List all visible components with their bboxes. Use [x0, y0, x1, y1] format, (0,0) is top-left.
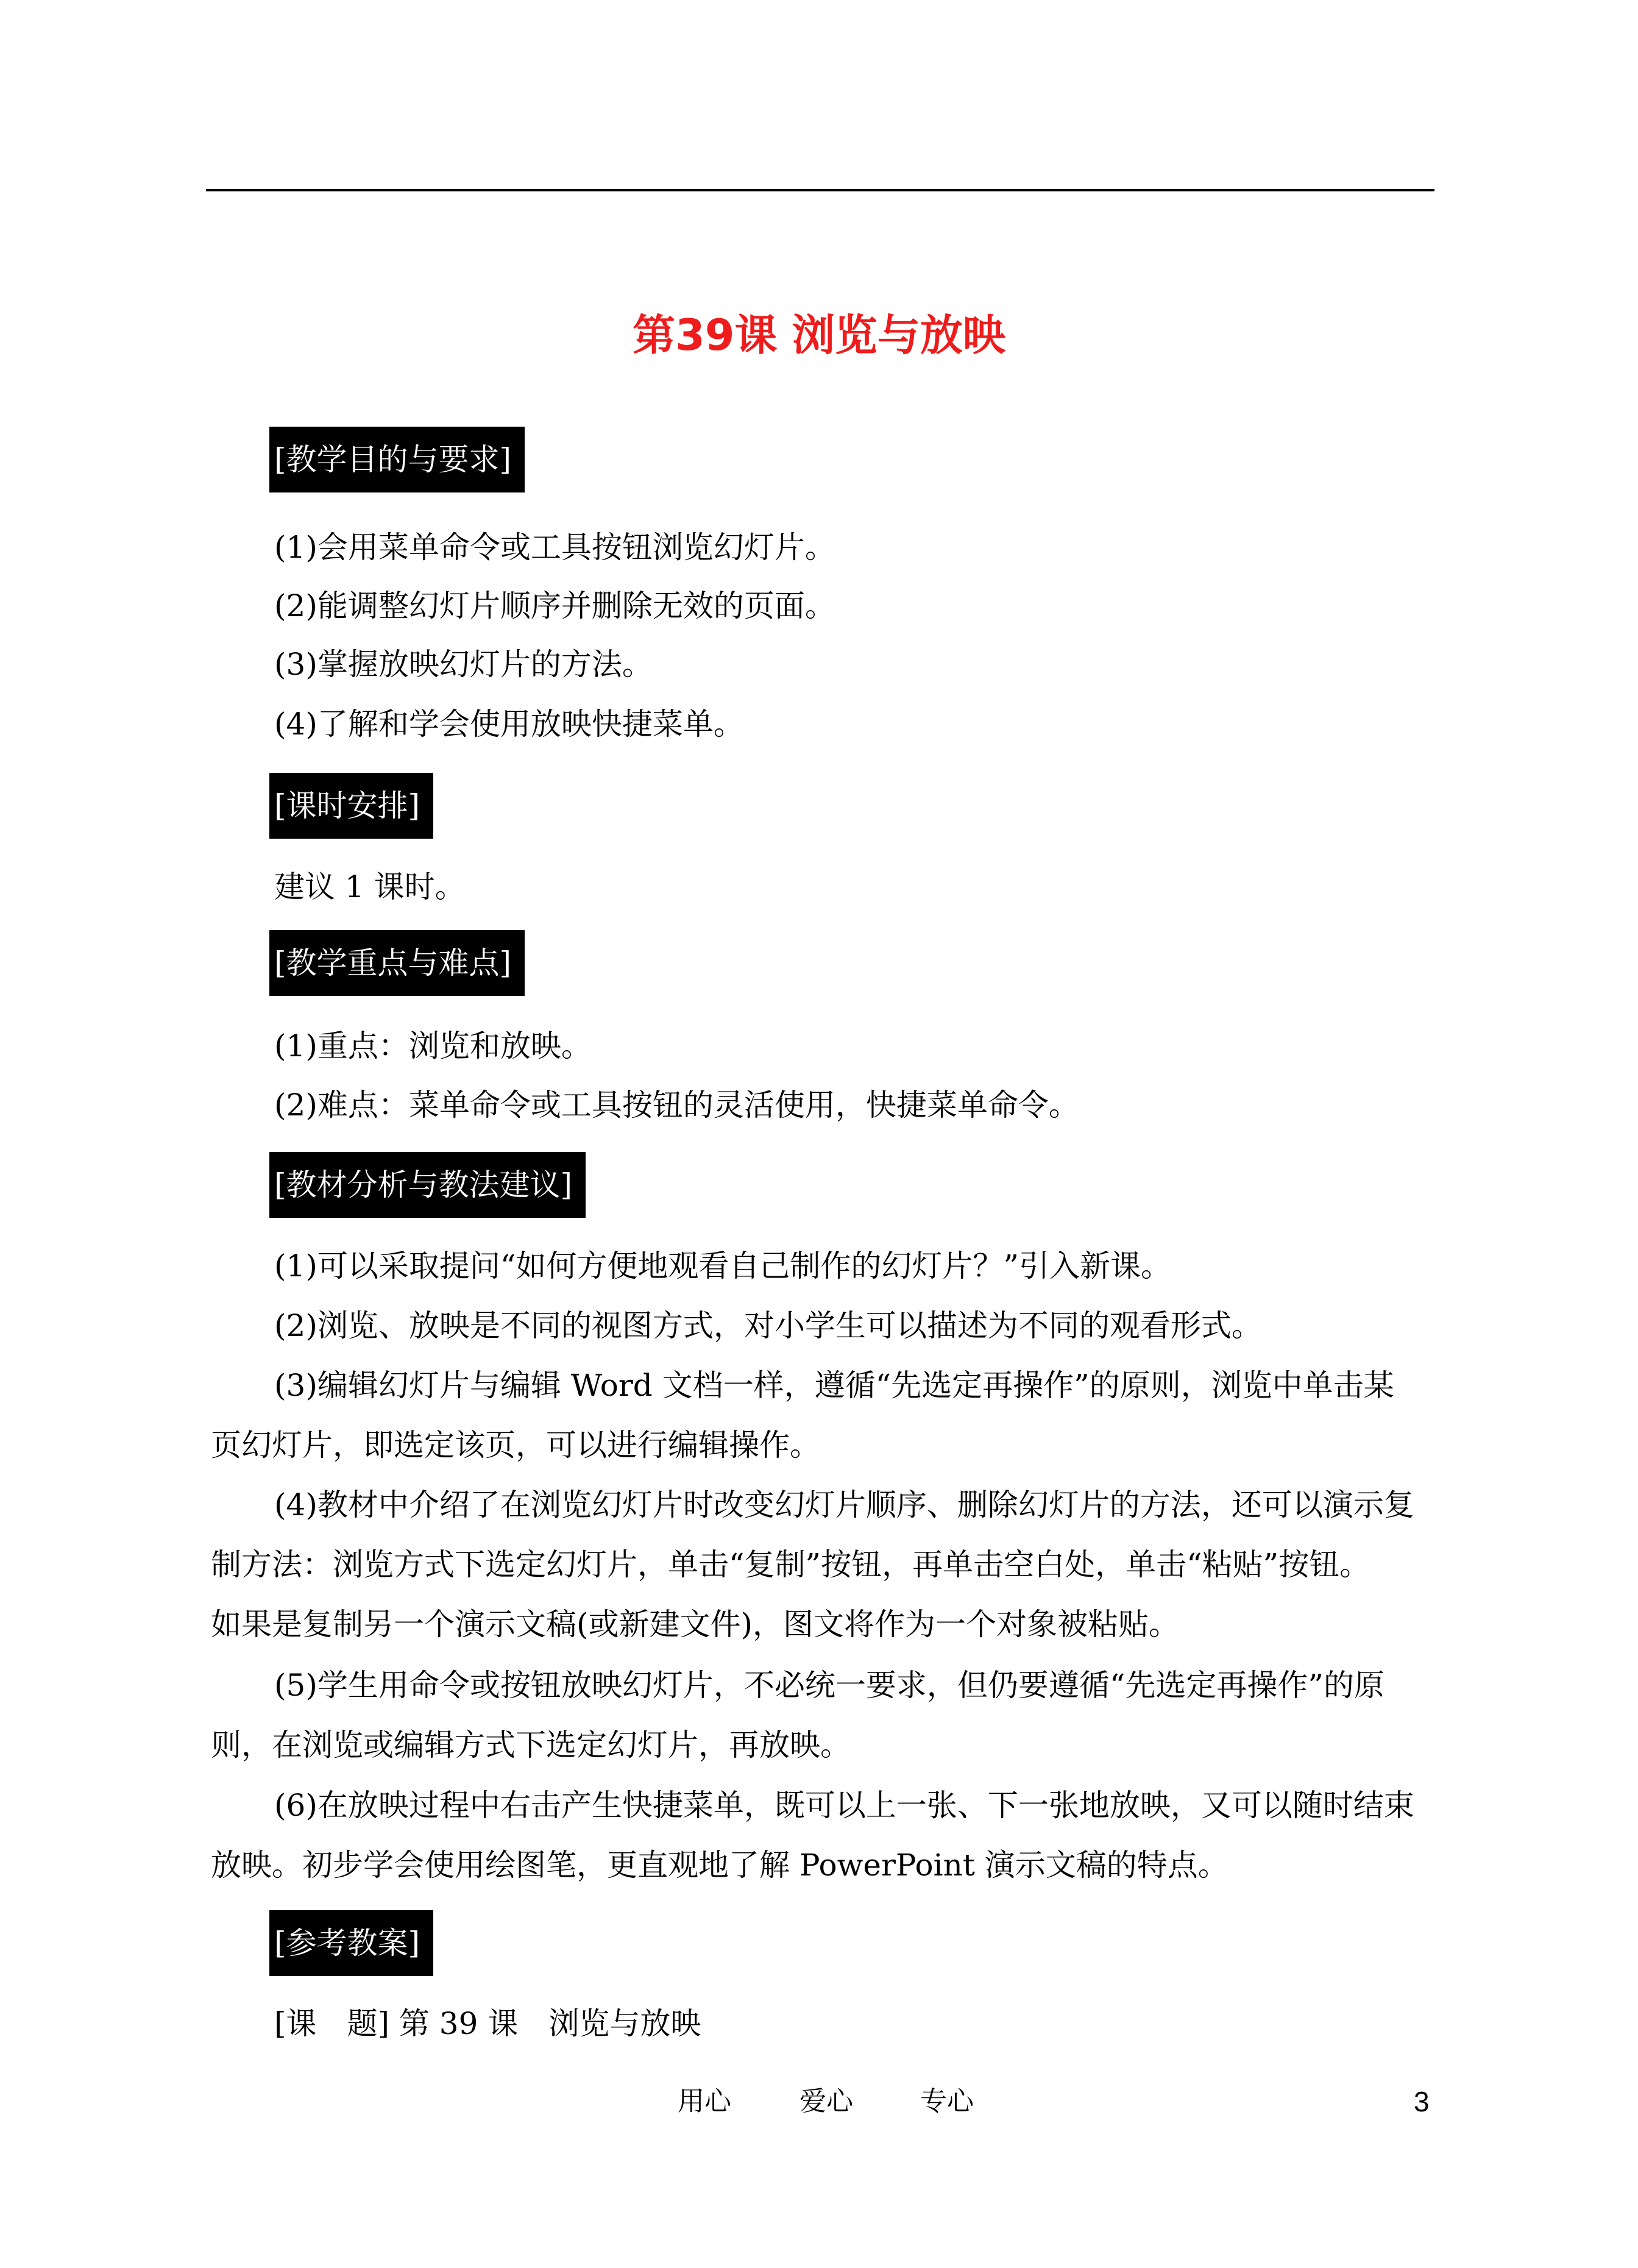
reference-text: [课 题] 第 39 课 浏览与放映: [274, 2006, 701, 2041]
objective-item-2: (2)能调整幻灯片顺序并删除无效的页面。: [274, 588, 835, 624]
section-objectives-label: [教学目的与要求]: [269, 427, 525, 492]
analysis-line-7: 如果是复制另一个演示文稿(或新建文件)，图文将作为一个对象被粘贴。: [211, 1607, 1180, 1642]
objective-item-3: (3)掌握放映幻灯片的方法。: [274, 647, 653, 682]
objective-item-1: (1)会用菜单命令或工具按钮浏览幻灯片。: [274, 530, 835, 565]
keypoint-item-1: (1)重点：浏览和放映。: [274, 1028, 592, 1064]
analysis-line-11: 放映。初步学会使用绘图笔，更直观地了解 PowerPoint 演示文稿的特点。: [211, 1847, 1228, 1883]
analysis-line-10: (6)在放映过程中右击产生快捷菜单，既可以上一张、下一张地放映，又可以随时结束: [274, 1788, 1414, 1823]
analysis-line-6: 制方法：浏览方式下选定幻灯片，单击“复制”按钮，再单击空白处，单击“粘贴”按钮。: [211, 1547, 1370, 1582]
section-keypoints-label: [教学重点与难点]: [269, 930, 525, 996]
analysis-line-3: (3)编辑幻灯片与编辑 Word 文档一样，遵循“先选定再操作”的原则，浏览中单击某: [274, 1368, 1394, 1403]
page-title: 第39课 浏览与放映: [633, 310, 1005, 360]
page-number: 3: [1414, 2086, 1430, 2117]
keypoint-item-2: (2)难点：菜单命令或工具按钮的灵活使用，快捷菜单命令。: [274, 1087, 1079, 1123]
header-rule: [206, 189, 1434, 191]
footer-left: 用心: [678, 2086, 731, 2117]
footer-right: 专心: [920, 2086, 974, 2117]
analysis-line-4: 页幻灯片，即选定该页，可以进行编辑操作。: [211, 1427, 820, 1463]
section-analysis-label: [教材分析与教法建议]: [269, 1152, 586, 1218]
analysis-line-8: (5)学生用命令或按钮放映幻灯片，不必统一要求，但仍要遵循“先选定再操作”的原: [274, 1668, 1384, 1703]
section-reference-label: [参考教案]: [269, 1910, 433, 1976]
analysis-line-9: 则，在浏览或编辑方式下选定幻灯片，再放映。: [211, 1727, 851, 1763]
schedule-text: 建议 1 课时。: [274, 869, 466, 905]
section-schedule-label: [课时安排]: [269, 773, 433, 839]
analysis-line-1: (1)可以采取提问“如何方便地观看自己制作的幻灯片？”引入新课。: [274, 1248, 1171, 1284]
analysis-line-2: (2)浏览、放映是不同的视图方式，对小学生可以描述为不同的观看形式。: [274, 1308, 1262, 1343]
footer-middle: 爱心: [800, 2086, 853, 2117]
objective-item-4: (4)了解和学会使用放映快捷菜单。: [274, 706, 744, 742]
analysis-line-5: (4)教材中介绍了在浏览幻灯片时改变幻灯片顺序、删除幻灯片的方法，还可以演示复: [274, 1487, 1414, 1523]
